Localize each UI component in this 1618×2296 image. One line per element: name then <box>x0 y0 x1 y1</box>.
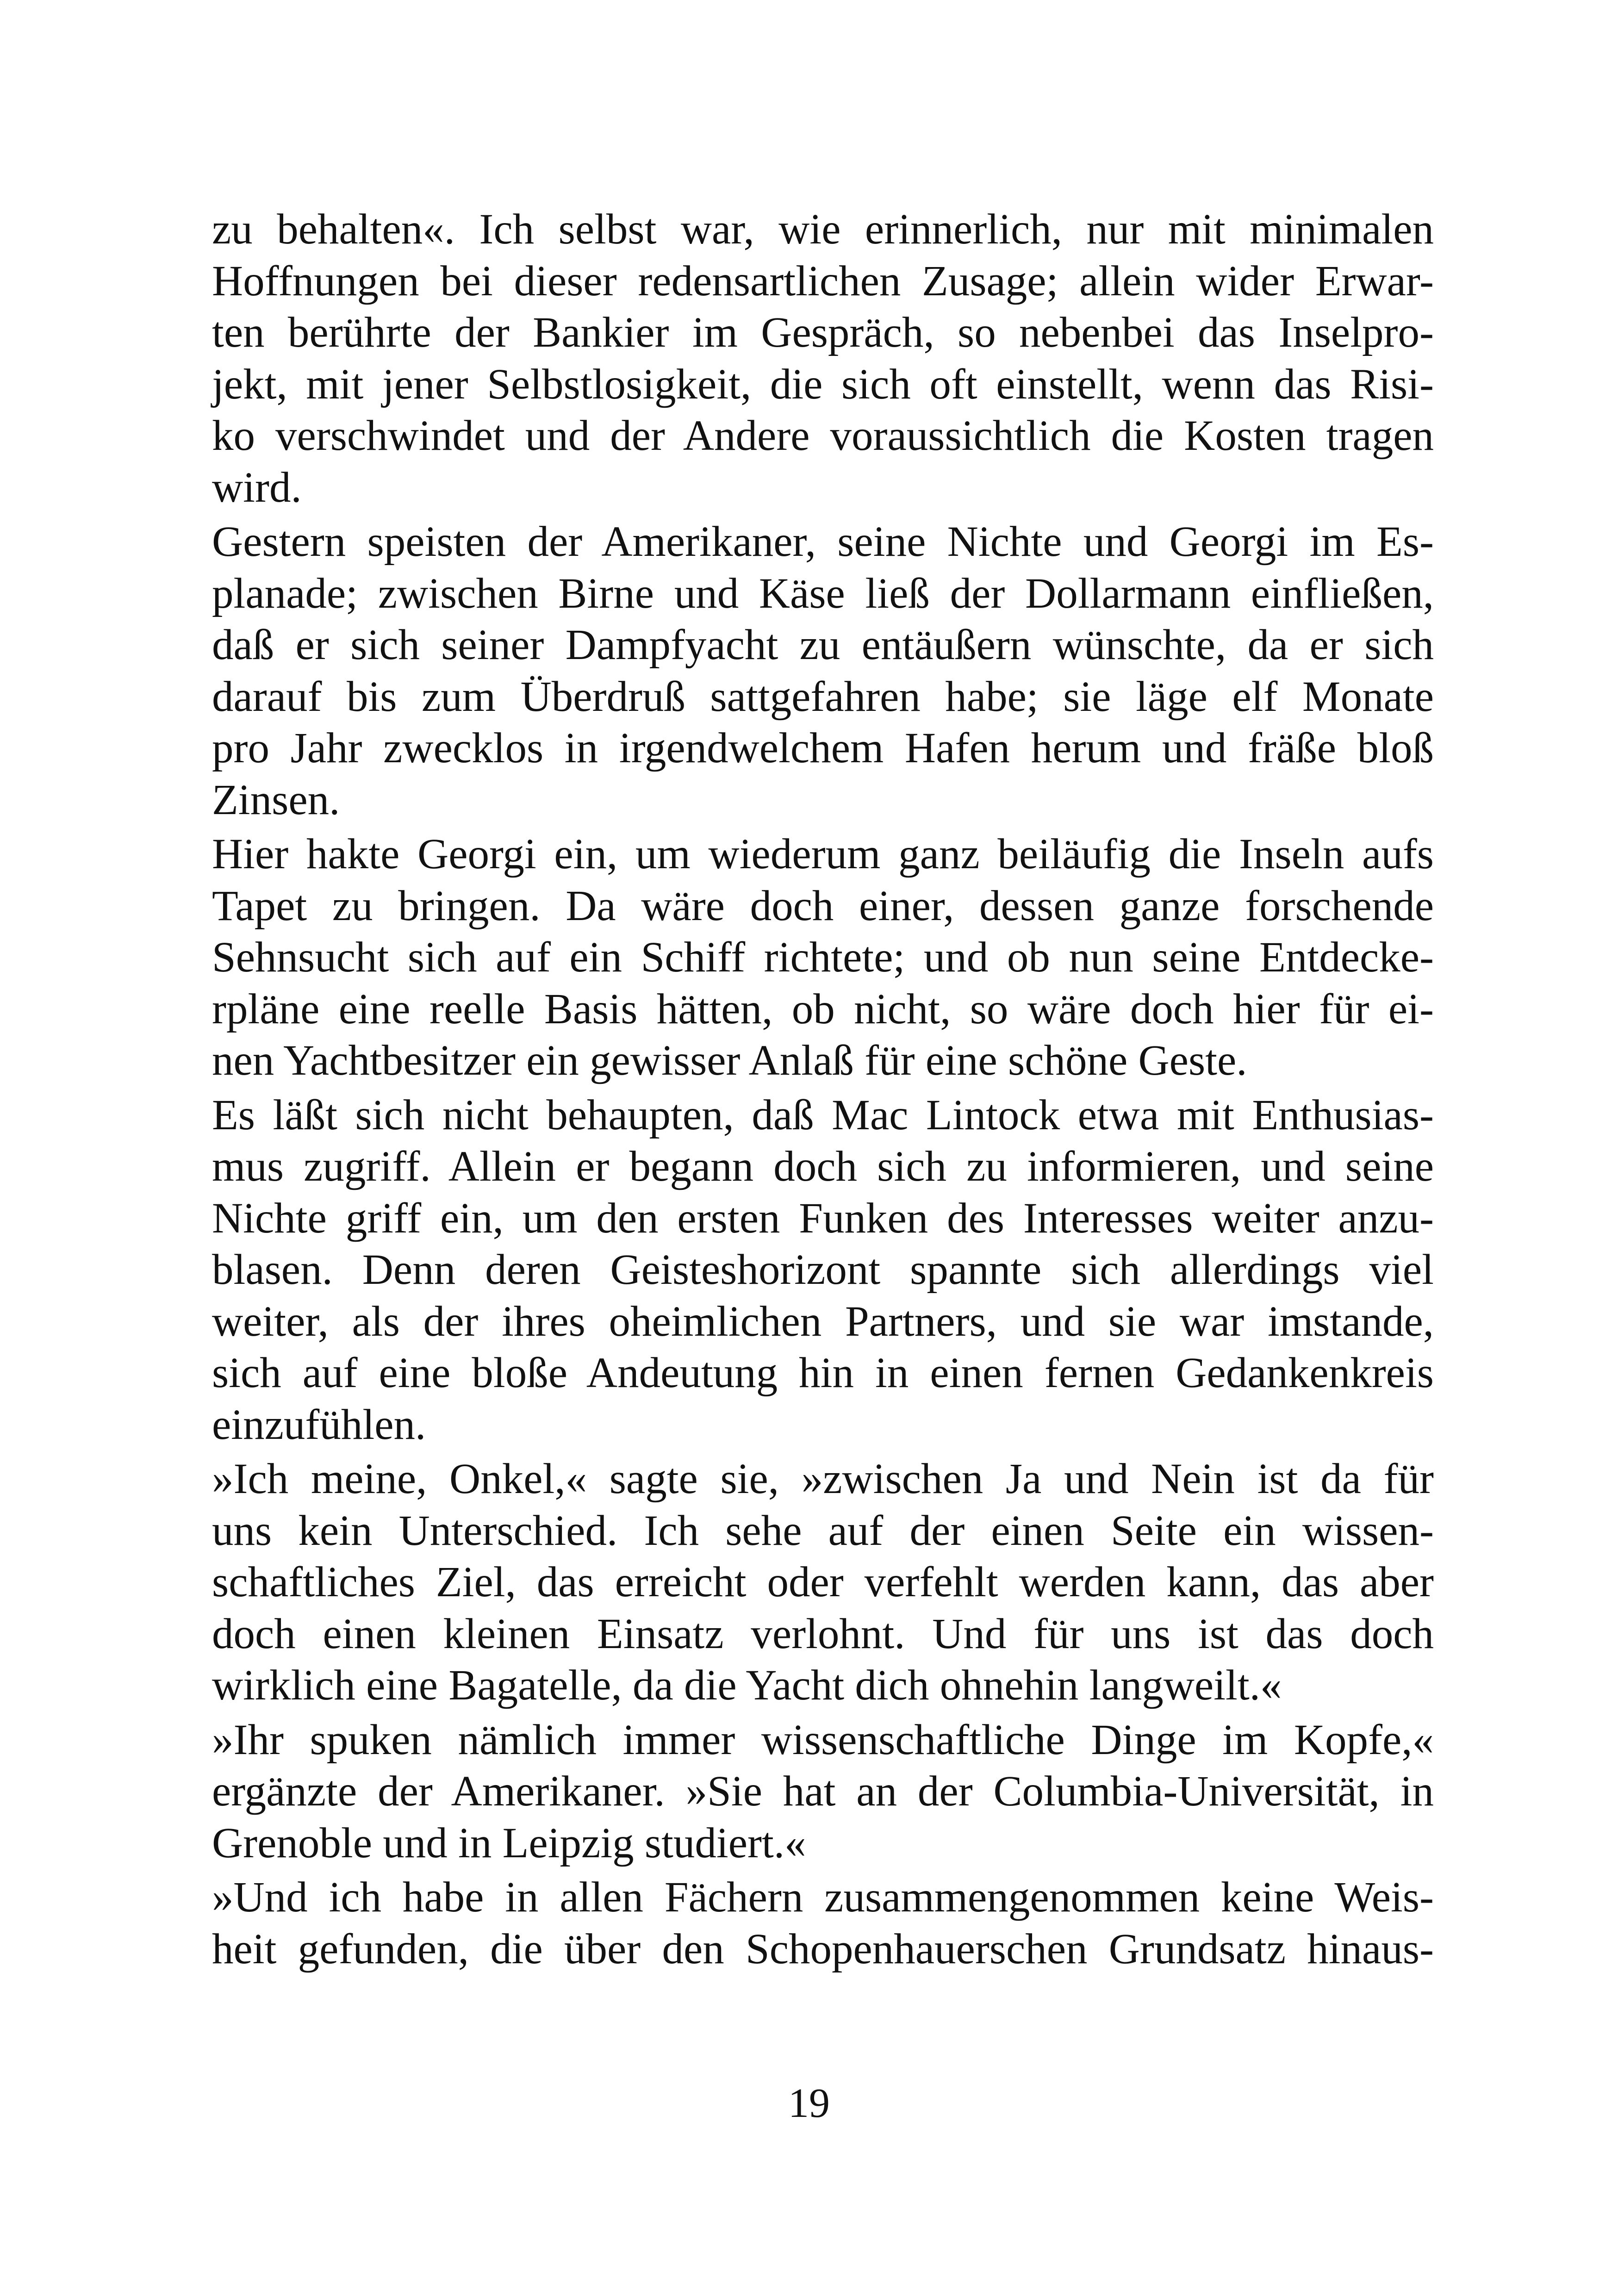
text-line: »Ich meine, Onkel,« sagte sie, »zwischen Ja und Nein ist da für <box>212 1455 1434 1503</box>
text-line: ten berührte der Bankier im Gespräch, so nebenbei das Inselpro- <box>212 309 1434 356</box>
text-line: sich auf eine bloße Andeutung hin in einen fernen Gedankenkreis <box>212 1349 1434 1397</box>
text-line: daß er sich seiner Dampfyacht zu entäußern wünschte, da er sich <box>212 621 1434 669</box>
paragraph <box>212 516 1434 826</box>
text-line: heit gefunden, die über den Schopenhauerschen Grundsatz hinaus- <box>212 1925 1434 1973</box>
paragraph <box>212 1714 1434 1869</box>
text-line: Sehnsucht sich auf ein Schiff richtete; und ob nun seine Entdecke- <box>212 933 1434 981</box>
text-line: Tapet zu bringen. Da wäre doch einer, dessen ganze forschende <box>212 882 1434 930</box>
text-line: zu behalten«. Ich selbst war, wie erinnerlich, nur mit minimalen <box>212 205 1434 253</box>
text-line: weiter, als der ihres oheimlichen Partners, und sie war imstande, <box>212 1297 1434 1345</box>
text-line: rpläne eine reelle Basis hätten, ob nicht, so wäre doch hier für ei- <box>212 985 1434 1033</box>
text-line: einzufühlen. <box>212 1400 426 1449</box>
text-line: »Und ich habe in allen Fächern zusammengenommen keine Weis- <box>212 1873 1434 1921</box>
text-line: nen Yachtbesitzer ein gewisser Anlaß für eine schöne Geste. <box>212 1037 1247 1084</box>
text-line: Hoffnungen bei dieser redensartlichen Zusage; allein wider Erwar- <box>212 257 1434 305</box>
paragraph <box>212 1089 1434 1451</box>
paragraph <box>212 1872 1434 1975</box>
text-line: »Ihr spuken nämlich immer wissenschaftliche Dinge im Kopfe,« <box>212 1716 1434 1764</box>
text-line: wirklich eine Bagatelle, da die Yacht dich ohnehin langweilt.« <box>212 1661 1282 1709</box>
body-text <box>212 204 1434 1975</box>
page-number: 19 <box>788 2080 830 2126</box>
text-line: uns kein Unterschied. Ich sehe auf der einen Seite ein wissen- <box>212 1506 1434 1555</box>
text-line: Es läßt sich nicht behaupten, daß Mac Lintock etwa mit Enthusias- <box>212 1091 1434 1139</box>
text-line: blasen. Denn deren Geisteshorizont spannte sich allerdings viel <box>212 1246 1434 1294</box>
text-line: ergänzte der Amerikaner. »Sie hat an der Columbia-Universität, in <box>212 1767 1434 1815</box>
text-line: Grenoble und in Leipzig studiert.« <box>212 1819 806 1867</box>
text-line: planade; zwischen Birne und Käse ließ der Dollarmann einfließen, <box>212 569 1434 617</box>
text-line: ko verschwindet und der Andere voraussichtlich die Kosten tragen <box>212 412 1434 460</box>
text-line: schaftliches Ziel, das erreicht oder verfehlt werden kann, das aber <box>212 1558 1434 1606</box>
paragraph <box>212 204 1434 513</box>
paragraph <box>212 828 1434 1087</box>
text-line: Nichte griff ein, um den ersten Funken des Interesses weiter anzu- <box>212 1194 1434 1242</box>
text-line: wird. <box>212 463 302 511</box>
text-line: jekt, mit jener Selbstlosigkeit, die sich oft einstellt, wenn das Risi- <box>212 360 1434 408</box>
text-line: Hier hakte Georgi ein, um wiederum ganz beiläufig die Inseln aufs <box>212 830 1434 878</box>
text-line: mus zugriff. Allein er begann doch sich zu informieren, und seine <box>212 1143 1434 1190</box>
text-line: Zinsen. <box>212 776 340 824</box>
text-line: doch einen kleinen Einsatz verlohnt. Und für uns ist das doch <box>212 1610 1434 1658</box>
paragraph <box>212 1453 1434 1711</box>
text-line: darauf bis zum Überdruß sattgefahren habe; sie läge elf Monate <box>212 672 1434 721</box>
text-line: Gestern speisten der Amerikaner, seine Nichte und Georgi im Es- <box>212 518 1434 566</box>
text-line: pro Jahr zwecklos in irgendwelchem Hafen herum und fräße bloß <box>212 724 1434 772</box>
